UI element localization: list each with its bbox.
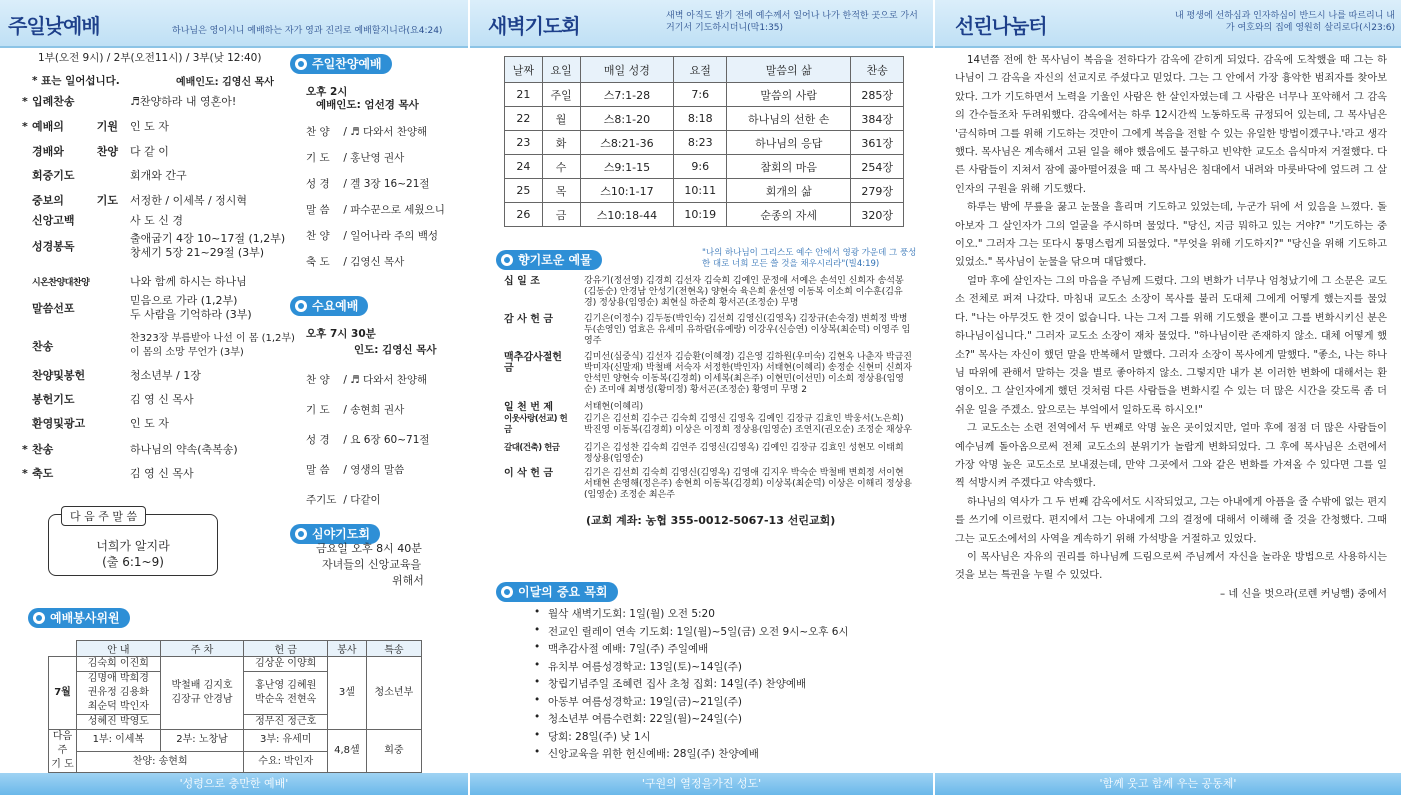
service-item: 성 경 / 요 6장 60~71절 [306, 434, 430, 446]
committee-tag: 예배봉사위원 [28, 608, 130, 628]
praise-tag: 주일찬양예배 [290, 54, 392, 74]
bullet-icon [295, 58, 307, 70]
table-row [505, 131, 904, 155]
order-label: 회중기도 [32, 169, 75, 182]
sharing-title: 선린나눔터 [955, 14, 1047, 38]
service-item-label: 주기도 [306, 494, 337, 506]
dawn-footer: '구원의 열정을가진 성도' [470, 773, 933, 795]
order-value: 인 도 자 [130, 120, 169, 133]
news-item: • 창립기념주일 조혜련 집사 초청 집회: 14일(주) 찬양예배 [548, 676, 806, 691]
wednesday-tag: 수요예배 [290, 296, 368, 316]
table-cell: 10:11 [674, 179, 727, 203]
service-item-value: 다같이 [350, 494, 381, 506]
table-cell: 화 [542, 131, 580, 155]
news-item: • 아동부 여름성경학교: 19일(금)~21일(주) [548, 694, 742, 709]
table-row [505, 83, 904, 107]
donation-names: 김미선(심중식) 김선자 김승환(이혜경) 김은영 김하원(우미숙) 김현옥 나춘자 박금진 박미자(신말재) 박철배 서숙자 서정한(박인자) 서태현(이혜리) 송정순 신현미 신희자 안석민 양현숙 이동복(김경희) 이세복(최은주) 이현민(이선민) 이소희 정상용(임영순) 조미애 최병성(황미정) 황서곤(조정순) 황영미 무명 2 [584, 352, 912, 395]
table-row [505, 179, 904, 203]
service-item-value: 요 6장 60~71절 [350, 434, 430, 446]
order-label: 입례찬송 [32, 95, 75, 108]
friday-line2: 자녀들의 신앙교육을 [322, 558, 422, 571]
order-item [22, 464, 194, 484]
donation-label: 십 일 조 [504, 276, 540, 287]
worship-leader: 예배인도: 김영신 목사 [176, 77, 274, 88]
table-cell: 8:23 [674, 131, 727, 155]
stand-mark: * [22, 443, 28, 456]
table-cell: 279장 [851, 179, 904, 203]
order-label: 신앙고백 [32, 214, 75, 227]
story-paragraph: 하나님의 역사가 그 두 번째 감옥에서도 시작되었고, 그는 아내에게 아픔을 줄 수밖에 없는 편지를 쓰기에 이르렀다. 편지에서 그는 아내에게 그의 결정에 대해서 이해해 줄 것을 간청했다. 그때 그는 교도소에서의 사역을 계속하기 위해 가석방을 거절하고 있었다. [955, 496, 1387, 545]
order-item [22, 92, 237, 112]
table-cell: 21 [505, 83, 543, 107]
donation-label: 감 사 헌 금 [504, 314, 554, 325]
service-item-label: 찬 양 [306, 230, 330, 242]
worship-panel [0, 0, 468, 795]
table-cell: 384장 [851, 107, 904, 131]
service-item-label: 기 도 [306, 404, 330, 416]
table-row: 찬양: 송현희 수요: 박인자 [49, 751, 422, 773]
table-row: 성혜진 박영도 정무진 정근호 [49, 715, 422, 730]
stand-mark: * [22, 467, 28, 480]
news-item: • 월삭 새벽기도회: 1일(월) 오전 5:20 [548, 606, 715, 621]
next-sermon-ref: (출 6:1~9) [102, 555, 164, 569]
service-item: 찬 양 / ♬ 다와서 찬양해 [306, 126, 428, 138]
order-item-sermon: 말씀선포 믿음으로 가라 (1,2부) 두 사람을 기억하라 (3부) [32, 294, 252, 321]
service-item: 성 경 / 겔 3장 16~21절 [306, 178, 430, 190]
donation-names: 강유기(정선영) 김경희 김선자 김숙희 김예인 문정애 서예은 손석인 신희자 송석봉(김동순) 안경남 안성기(전현옥) 양현숙 육은희 윤선영 이동복 이소희 이수훈(김유경) 정상용(임영순) 최현실 하준희 황서곤(조정순) 무명 [584, 276, 904, 308]
worship-header [0, 0, 468, 48]
news-item: • 유치부 여름성경학교: 13일(토)~14일(주) [548, 659, 742, 674]
order-item [32, 390, 194, 410]
donation-names: 김기은 김선희 김수근 김숙희 김영신 김영옥 김예인 김장규 김효인 박웅서(노은희) 박진영 이동복(김경희) 이상은 이정희 정상용(임영순) 조연지(권오순) 조정순 채상우 [584, 414, 912, 435]
news-tag: 이달의 중요 목회 [496, 582, 618, 602]
next-sermon-title: 다 음 주 말 씀 [61, 506, 146, 526]
order-label: 찬송 [32, 443, 54, 456]
donation-label: 일 천 번 제 [504, 402, 554, 413]
dawn-table [504, 56, 904, 227]
service-item: 주기도 / 다같이 [306, 494, 381, 506]
service-item: 말 씀 / 영생의 말씀 [306, 464, 405, 476]
table-cell: 9:6 [674, 155, 727, 179]
order-label: 예배의 기원 [32, 120, 118, 133]
service-item: 축 도 / 김영신 목사 [306, 256, 405, 268]
table-cell: 하나님의 선한 손 [727, 107, 851, 131]
table-cell: 26 [505, 203, 543, 227]
worship-footer: '성령으로 충만한 예배' [0, 773, 468, 795]
order-label: 봉헌기도 [32, 393, 75, 406]
donation-label: 맥추감사절헌금 [504, 352, 562, 374]
bullet-icon [33, 612, 45, 624]
donation-label: 이웃사랑(선교) 헌금 [504, 414, 568, 435]
order-value: 하나님의 약속(축복송) [130, 443, 238, 456]
order-value: 회개와 간구 [130, 169, 187, 182]
dawn-verse: 새벽 아직도 밝기 전에 예수께서 일어나 나가 한적한 곳으로 가서 거기서 기도하시더니(막1:35) [666, 11, 918, 33]
news-item: • 전교인 릴레이 연속 기도회: 1일(월)~5일(금) 오전 9시~오후 6시 [548, 624, 849, 639]
table-cell: 스10:18-44 [580, 203, 674, 227]
bullet-icon [295, 300, 307, 312]
table-cell: 361장 [851, 131, 904, 155]
standing-note: * 표는 일어섭니다. [32, 75, 120, 87]
committee-table [48, 640, 422, 773]
service-item-label: 찬 양 [306, 374, 330, 386]
order-label: 중보의 기도 [32, 194, 118, 207]
bullet-icon [501, 586, 513, 598]
wednesday-leader: 인도: 김영신 목사 [354, 344, 437, 356]
sharing-header [935, 0, 1401, 48]
table-cell: 25 [505, 179, 543, 203]
service-item-value: ♬ 다와서 찬양해 [350, 126, 428, 138]
news-item: • 신앙교육을 위한 헌신예배: 28일(주) 찬양예배 [548, 746, 759, 761]
table-cell: 말씀의 사람 [727, 83, 851, 107]
dawn-panel [470, 0, 933, 795]
friday-line1: 금요일 오후 8시 40분 [316, 542, 422, 555]
table-cell: 월 [542, 107, 580, 131]
order-item [22, 117, 169, 137]
table-cell: 254장 [851, 155, 904, 179]
table-cell: 수 [542, 155, 580, 179]
service-item-value: 김영신 목사 [350, 256, 405, 268]
news-item: • 청소년부 여름수련회: 22일(월)~24일(수) [548, 711, 742, 726]
service-item-label: 찬 양 [306, 126, 330, 138]
table-cell: 스8:1-20 [580, 107, 674, 131]
table-cell: 순종의 자세 [727, 203, 851, 227]
stand-mark: * [22, 95, 28, 108]
order-label: 찬양및봉헌 [32, 369, 86, 382]
next-sermon-text: 너희가 알지라 [96, 539, 170, 553]
table-cell: 스9:1-15 [580, 155, 674, 179]
table-row [505, 107, 904, 131]
service-item-value: 겔 3장 16~21절 [350, 178, 430, 190]
table-cell: 스10:1-17 [580, 179, 674, 203]
dawn-header [470, 0, 933, 48]
table-cell: 회개의 삶 [727, 179, 851, 203]
order-item-choir: 시온찬양대찬양 나와 함께 하시는 하나님 [32, 275, 247, 288]
service-item-label: 말 씀 [306, 464, 330, 476]
table-cell: 금 [542, 203, 580, 227]
story-paragraph: 하루는 밤에 무릎을 꿇고 눈물을 흘리며 기도하고 있었는데, 누군가 뒤에 서 있음을 느꼈다. 돌아보자 그 살인자가 그의 얼굴을 주시하며 물었다. "당신, 지금 뭐하고 있는 거야?" "기도하는 중이오." 그러자 그는 또다시 퉁명스럽게 되물었다. "무엇을 위해 기도하지?" "당신을 위해 기도하고 있었소." 목사님이 눈물을 닦으며 대답했다. [955, 202, 1387, 269]
donation-label: 이 삭 헌 금 [504, 468, 554, 479]
service-item-label: 성 경 [306, 434, 330, 446]
table-header-row: 안 내 주 차 헌 금 봉사 특송 [49, 641, 422, 657]
story-paragraph: 얼마 후에 살인자는 그의 마음을 주님께 드렸다. 그의 변화가 너무나 엄청났기에 그 소문은 교도소 전체로 퍼져 나갔다. 마침내 교도소 소장이 목사를 불러 도대체 그에게 어떻게 했는지를 물었다. "나는 아무것도 한 것이 없습니다. 나는 그저 그를 위해 기도했을 뿐이고 그를 변화시키신 분은 하나님이십니다." 그러자 교도소 소장이 재차 물었다. "하나님이란 존재하지 않소. 대체 어떻게 했소?" 목사는 자신이 했던 말을 반복해서 말했다. 그러자 소장이 목사에게 말했다. "좋소, 나는 하나님 따위에 관해서 말하는 것을 별로 좋아하지 않소. 그렇지만 내가 본 이러한 변화에 대해서는 환영이오. 그 살인자에게 했던 것처럼 다른 사람들을 변화시킬 수 있는 더 많은 시간을 갖도록 좀 더 쉬운 일을 주겠소. 앞으로는 부엌에서 일하도록 하시오!" [955, 275, 1387, 416]
table-cell: 7:6 [674, 83, 727, 107]
offering-tag: 향기로운 예물 [496, 250, 602, 270]
wednesday-time: 오후 7시 30분 [306, 328, 376, 340]
table-row: 7월 김숙희 이진희 박철배 김지호 김장규 안경남 김상운 이양희 3셀 청소년부 [49, 657, 422, 672]
order-value: ♬찬양하라 내 영혼아! [130, 95, 237, 108]
order-label: 축도 [32, 467, 54, 480]
friday-line3: 위해서 [392, 574, 424, 587]
service-item: 찬 양 / 일어나라 주의 백성 [306, 230, 439, 242]
friday-tag: 심야기도회 [290, 524, 380, 544]
table-row: 김명애 박희경 권유정 김용화 최순덕 박인자 홍난영 김혜원 박순옥 전현옥 [49, 672, 422, 715]
bullet-icon [501, 254, 513, 266]
service-item: 찬 양 / ♬ 다와서 찬양해 [306, 374, 428, 386]
order-value: 인 도 자 [130, 417, 169, 430]
donation-label: 갈대(건축) 헌금 [504, 443, 560, 453]
table-cell: 스7:1-28 [580, 83, 674, 107]
table-cell: 22 [505, 107, 543, 131]
dawn-title: 새벽기도회 [488, 14, 580, 38]
service-item-value: 파수꾼으로 세웠으니 [350, 204, 445, 216]
donation-names: 서태현(이혜리) [584, 402, 644, 412]
sharing-verse: 내 평생에 선하심과 인자하심이 반드시 나를 따르리니 내가 여호와의 집에 영원히 살리로다(시23:6) [1175, 11, 1395, 33]
order-value: 청소년부 / 1장 [130, 369, 201, 382]
story-paragraph: 그 교도소는 소련 전역에서 두 번째로 악명 높은 곳이었지만, 얼마 후에 점점 더 많은 사람들이 예수님께 돌아옴으로써 전체 교도소의 분위기가 놀랍게 변화되었다. 그 후에 목사님은 소련에서 가장 악명 높은 교도소로 보내졌는데, 만약 그곳에서 그와 같은 변화를 가져올 수 있다면 그를 일찍 석방시켜 주겠다고 약속했다. [955, 423, 1387, 490]
service-item: 기 도 / 홍난영 권사 [306, 152, 405, 164]
donation-names: 김기은 김성찬 김숙희 김연주 김영신(김영옥) 김예인 김장규 김효인 성현모 이태희 정상용(임영순) [584, 443, 904, 464]
order-value: 김 영 신 목사 [130, 467, 194, 480]
table-cell: 8:18 [674, 107, 727, 131]
order-item [32, 414, 169, 434]
table-cell: 주일 [542, 83, 580, 107]
service-item-value: 일어나라 주의 백성 [350, 230, 439, 242]
worship-title: 주일낮예배 [8, 14, 100, 38]
order-item-hymn: 찬송 찬323장 부름받아 나선 이 몸 (1,2부) 이 몸의 소망 무언가 (3부) [32, 333, 295, 358]
order-item [32, 366, 201, 386]
service-times: 1부(오전 9시) / 2부(오전11시) / 3부(낮 12:40) [38, 52, 262, 64]
table-cell: 참회의 마음 [727, 155, 851, 179]
service-item-value: 영생의 말씀 [350, 464, 405, 476]
table-row: 다음주 기 도 1부: 이세복 2부: 노창남 3부: 유세미 4,8셀 회중 [49, 730, 422, 752]
service-item-value: 홍난영 권사 [350, 152, 405, 164]
order-item [32, 166, 187, 186]
table-cell: 스8:21-36 [580, 131, 674, 155]
table-cell: 24 [505, 155, 543, 179]
worship-verse: 하나님은 영이시니 예배하는 자가 영과 진리로 예배할지니라(요4:24) [172, 26, 443, 36]
order-item [32, 191, 247, 211]
praise-leader: 예배인도: 엄선경 목사 [316, 99, 419, 111]
story-paragraph: 이 목사님은 자유의 권리를 하나님께 드림으로써 주님께서 자신을 놀라운 방법으로 사용하시는 것을 보는 특권을 누릴 수 있었다. [955, 551, 1387, 582]
order-item [32, 211, 183, 231]
praise-time: 오후 2시 [306, 86, 348, 98]
table-row [505, 155, 904, 179]
order-value: 김 영 신 목사 [130, 393, 194, 406]
story-paragraph: 14년쯤 전에 한 목사님이 복음을 전하다가 감옥에 갇히게 되었다. 감옥에 도착했을 때 그는 하나님이 그 감옥을 자신의 선교지로 주셨다고 믿었다. 그는 그 안에서 가장 흉악한 범죄자를 찾아보았다. 그가 기도하면서 노력을 기울인 사람은 한 살인자였는데 그 사람은 너무나 포악해서 그 감옥의 간수들조차 두려워했다. 감옥에서는 하루 12시간씩 노동하도록 규정되어 있는데, 그 목사님은 '금식하며 그를 위해 기도하는 것만이 그에게 복음을 전할 수 있는 유일한 방법이겠구나.'라고 생각했다. 목사님은 계속해서 고된 일을 해야 했음에도 불구하고 빈약한 교도소 음식마저 거절했다. 다른 사람들이 지쳐서 잠에 곯아떨어졌을 때 그 목사님은 침대에서 내려와 마룻바닥에 엎드려 그 살인자의 구원을 위해 기도했다. [955, 55, 1387, 195]
offering-verse: "나의 하나님이 그리스도 예수 안에서 영광 가운데 그 풍성한 대로 너희 모든 쓸 것을 채우시리라"(빌4:19) [702, 248, 917, 269]
table-cell: 23 [505, 131, 543, 155]
bank-account: (교회 계좌: 농협 355-0012-5067-13 선린교회) [586, 514, 836, 527]
table-cell: 하나님의 응답 [727, 131, 851, 155]
next-sermon-box [48, 510, 218, 576]
service-item-value: 송현희 권사 [350, 404, 405, 416]
story-body [955, 52, 1387, 604]
table-row [505, 203, 904, 227]
story-source: – 네 신을 벗으라(로렌 커닝햄) 중에서 [1219, 588, 1387, 600]
table-cell: 목 [542, 179, 580, 203]
order-item [32, 142, 169, 162]
service-item: 말 씀 / 파수꾼으로 세웠으니 [306, 204, 445, 216]
donation-names: 김기은(이정수) 김두동(박인숙) 김선희 김영신(김영옥) 김장규(손숙경) 변희정 박병두(손영인) 엄효은 유세미 유하람(유예랑) 이강우(신승연) 이상복(최순덕) 이영주 임영주 [584, 314, 911, 346]
table-cell: 320장 [851, 203, 904, 227]
order-item [22, 440, 238, 460]
service-item-label: 축 도 [306, 256, 330, 268]
service-item-label: 성 경 [306, 178, 330, 190]
news-item: • 당회: 28일(주) 낮 1시 [548, 729, 651, 744]
service-item-value: ♬ 다와서 찬양해 [350, 374, 428, 386]
table-header-row: 날짜 요일 매일 성경 요절 말씀의 삶 찬송 [505, 57, 904, 83]
sharing-panel [935, 0, 1401, 795]
order-value: 서정한 / 이세복 / 정시혁 [130, 194, 248, 207]
order-value: 다 같 이 [130, 145, 169, 158]
service-item-label: 기 도 [306, 152, 330, 164]
stand-mark: * [22, 120, 28, 133]
service-item: 기 도 / 송현희 권사 [306, 404, 405, 416]
news-item: • 맥추감사절 예배: 7일(주) 주일예배 [548, 641, 708, 656]
sharing-footer: '함께 웃고 함께 우는 공동체' [935, 773, 1401, 795]
order-label: 경배와 찬양 [32, 145, 118, 158]
donation-names: 김기은 김선희 김숙희 김영신(김영옥) 김영애 김지우 박숙순 박철배 변희정 서이현 서태현 손영해(정은주) 송현희 이동복(김경희) 이상복(최순덕) 이상은 이해리 정상용(임영순) 조정순 최은주 [584, 468, 912, 500]
table-cell: 285장 [851, 83, 904, 107]
table-cell: 10:19 [674, 203, 727, 227]
bullet-icon [295, 528, 307, 540]
order-value: 사 도 신 경 [130, 214, 183, 227]
service-item-label: 말 씀 [306, 204, 330, 216]
order-item-reading: 성경봉독 출애굽기 4장 10~17절 (1,2부) 창세기 5장 21~29절 (3부) [32, 232, 286, 259]
order-label: 환영및광고 [32, 417, 86, 430]
